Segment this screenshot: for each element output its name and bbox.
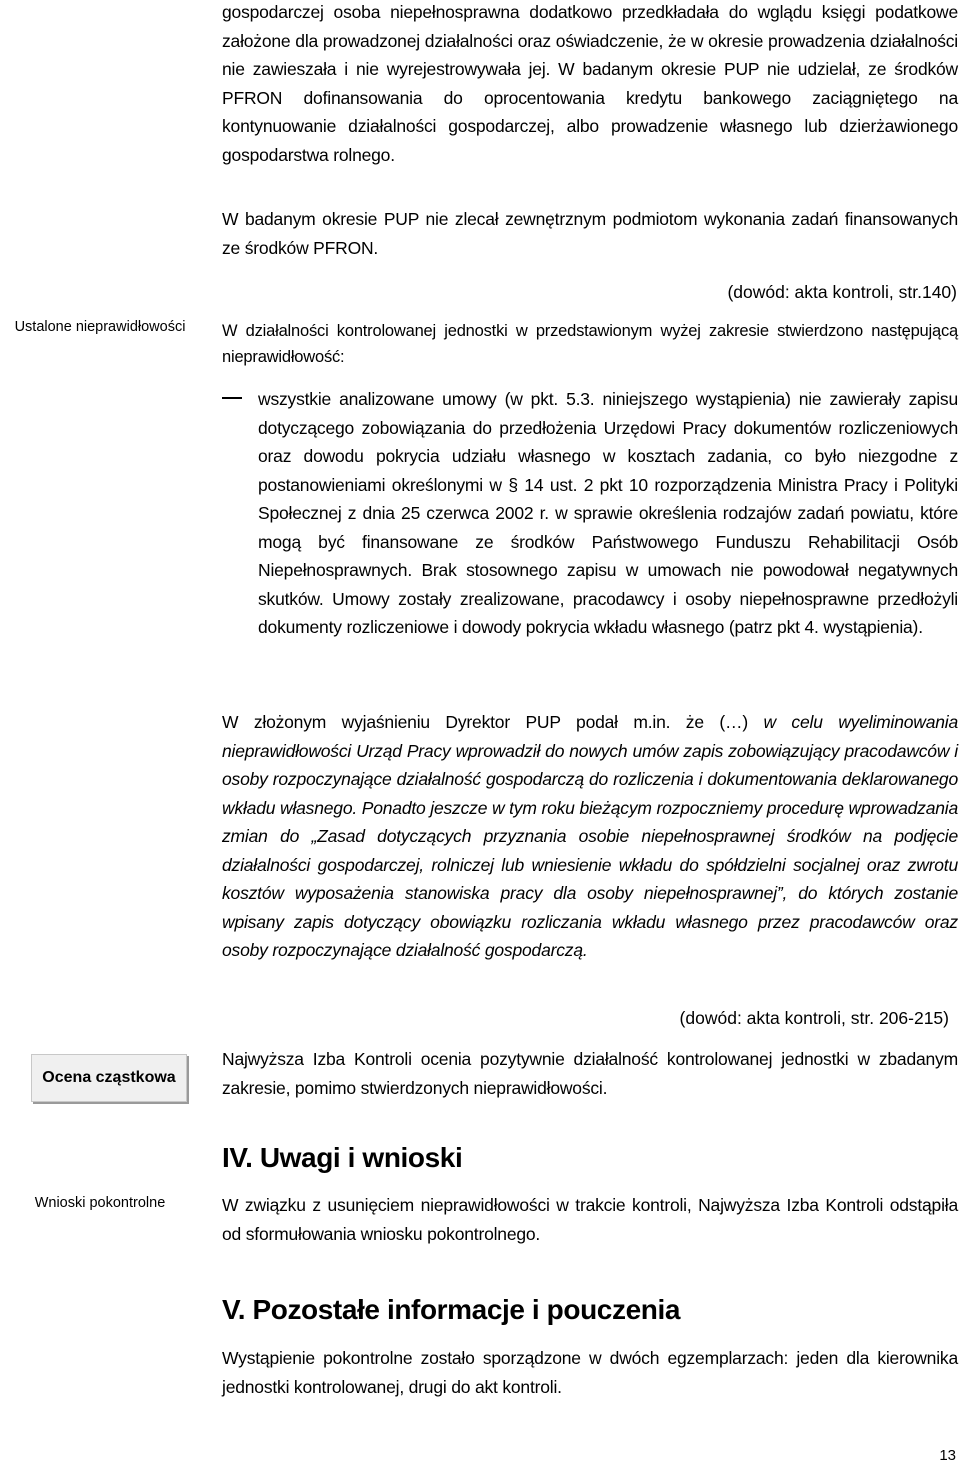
paragraph-copies: Wystąpienie pokontrolne zostało sporządzone w dwóch egzemplarzach: jeden dla kierownika jednostki kontrolowanej, drugi do akt kontroli. xyxy=(222,1348,958,1397)
dash-bullet-marker xyxy=(222,397,242,399)
paragraph-director-explanation xyxy=(222,708,958,965)
intro-paragraph: gospodarczej osoba niepełnosprawna dodatkowo przedkładała do wglądu księgi podatkowe założone dla prowadzonej działalności oraz oświadczenie, że w okresie prowadzenia działalności nie zawieszała i nie wyrejestrowywała jej. W badanym okresie PUP nie udzielał, ze środków PFRON dofinansowania do oprocentowania kredytu bankowego zaciągniętego na kontynuowanie działalności gospodarczej, albo prowadzenie własnego lub dzierżawionego gospodarstwa rolnego. xyxy=(222,2,958,165)
paragraph-conclusions: W związku z usunięciem nieprawidłowości w trakcie kontroli, Najwyższa Izba Kontroli odstąpiła od sformułowania wniosku pokontrolnego. xyxy=(222,1195,958,1244)
paragraph-no-outsourcing: W badanym okresie PUP nie zlecał zewnętrznym podmiotom wykonania zadań finansowanych ze środków PFRON. xyxy=(222,209,958,258)
section-heading-v: V. Pozostałe informacje i pouczenia xyxy=(222,1294,680,1325)
partial-assessment-box xyxy=(31,1054,187,1102)
partial-assessment-label: Ocena cząstkowa xyxy=(42,1069,176,1086)
page-number: 13 xyxy=(939,1447,956,1464)
paragraph-irregularity-intro: W działalności kontrolowanej jednostki w przedstawionym wyżej zakresie stwierdzono następującą nieprawidłowość: xyxy=(222,322,958,366)
side-label-irregularities: Ustalone nieprawidłowości xyxy=(14,319,186,335)
evidence-reference-206-215: (dowód: akta kontroli, str. 206-215) xyxy=(679,1008,949,1028)
evidence-reference-140: (dowód: akta kontroli, str.140) xyxy=(727,282,957,302)
explanation-lead: W złożonym wyjaśnieniu Dyrektor PUP podał m.in. że (…) xyxy=(222,712,764,732)
side-label-post-audit-conclusions: Wnioski pokontrolne xyxy=(34,1195,166,1211)
bullet-contracts-finding: wszystkie analizowane umowy (w pkt. 5.3. niniejszego wystąpienia) nie zawierały zapisu dotyczącego zobowiązania do przedłożenia Urzędowi Pracy dokumentów rozliczeniowych oraz dowodu pokrycia udziału własnego w kosztach zadania, co było niezgodne z postanowieniami określonymi w § 14 ust. 2 pkt 10 rozporządzenia Ministra Pracy i Polityki Społecznej z dnia 25 czerwca 2002 r. w sprawie określenia rodzajów zadań powiatu, które mogą być finansowane ze środków Państwowego Funduszu Rehabilitacji Osób Niepełnosprawnych. Brak stosownego zapisu w umowach nie powodował negatywnych skutków. Umowy zostały zrealizowane, pracodawcy i osoby niepełnosprawne przedłożyli dokumenty rozliczeniowe i dowody pokrycia wkładu własnego (patrz pkt 4. wystąpienia). xyxy=(258,389,958,637)
section-heading-iv: IV. Uwagi i wnioski xyxy=(222,1142,463,1173)
paragraph-positive-assessment: Najwyższa Izba Kontroli ocenia pozytywnie działalność kontrolowanej jednostki w zbadanym zakresie, pomimo stwierdzonych nieprawidłowości. xyxy=(222,1049,958,1098)
explanation-quote: w celu wyeliminowania nieprawidłowości Urząd Pracy wprowadził do nowych umów zapis zobowiązujący pracodawców i osoby rozpoczynające działalność gospodarczą do rozliczenia i dokumentowania deklarowanego wkładu własnego. Ponadto jeszcze w tym roku bieżącym rozpoczniemy procedurę wprowadzania zmian do „Zasad dotyczących przyznania osobie niepełnosprawnej środków na podjęcie działalności gospodarczej, rolniczej lub wniesienie wkładu do spółdzielni socjalnej oraz zwrotu kosztów wyposażenia stanowiska pracy dla osoby niepełnosprawnej”, do których zostanie wpisany zapis dotyczący obowiązku rozliczania wkładu własnego przez pracodawców oraz osoby rozpoczynające działalność gospodarczą. xyxy=(222,712,958,960)
